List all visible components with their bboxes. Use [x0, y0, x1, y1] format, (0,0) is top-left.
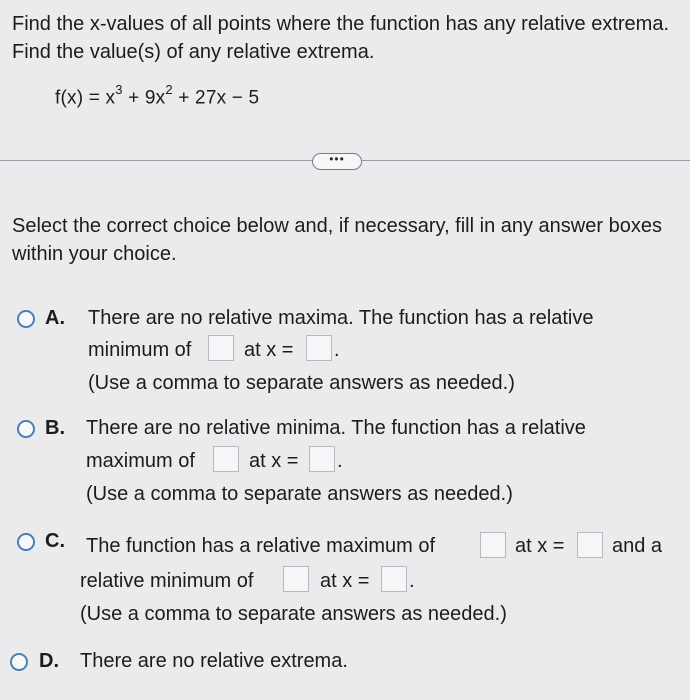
choice-c-max-value-input[interactable]: [480, 532, 506, 558]
choice-a-x-input[interactable]: [306, 335, 332, 361]
choice-b-note: (Use a comma to separate answers as needed.): [86, 483, 513, 505]
choice-b-letter: B.: [45, 417, 65, 439]
question-prompt: Find the x-values of all points where the function has any relative extrema. Find the value(s) of any relative extrema.: [12, 13, 670, 63]
choice-a-line1: There are no relative maxima. The function has a relative: [88, 307, 594, 329]
choice-c-max-x-label: at x =: [515, 535, 565, 557]
equation-lhs: f(x) = x: [55, 87, 116, 109]
choice-c-min-label: relative minimum of: [80, 570, 254, 592]
choice-a-period: .: [334, 339, 340, 361]
choice-c-min-x-input[interactable]: [381, 566, 407, 592]
choice-a-min-value-input[interactable]: [208, 335, 234, 361]
choice-a-x-label: at x =: [244, 339, 294, 361]
choice-b-radio[interactable]: [17, 420, 35, 438]
function-equation: [55, 84, 259, 109]
choice-c-and-label: and a: [612, 535, 663, 557]
choice-c-radio[interactable]: [17, 533, 35, 551]
equation-rhs: + 27x − 5: [172, 87, 260, 109]
choice-c-max-x-input[interactable]: [577, 532, 603, 558]
choice-a-radio[interactable]: [17, 310, 35, 328]
choice-d-letter: D.: [39, 650, 59, 672]
choice-c-min-value-input[interactable]: [283, 566, 309, 592]
equation-exponent-2: 2: [165, 82, 173, 97]
choice-c-min-x-label: at x =: [320, 570, 370, 592]
choice-a-min-label: minimum of: [88, 339, 192, 361]
choice-c-note: (Use a comma to separate answers as needed.): [80, 603, 507, 625]
choice-b-period: .: [337, 450, 343, 472]
choice-b-x-label: at x =: [249, 450, 299, 472]
equation-middle: + 9x: [122, 87, 166, 109]
choice-d-line1: There are no relative extrema.: [80, 650, 348, 672]
choice-b-line1: There are no relative minima. The function has a relative: [86, 417, 586, 439]
choice-b-max-value-input[interactable]: [213, 446, 239, 472]
more-button[interactable]: •••: [312, 153, 362, 170]
instruction-text: Select the correct choice below and, if necessary, fill in any answer boxes within your choice.: [12, 215, 662, 265]
choice-c-letter: C.: [45, 530, 65, 552]
choice-c-max-label: The function has a relative maximum of: [86, 535, 436, 557]
equation-exponent-3: 3: [115, 82, 123, 97]
choice-a-note: (Use a comma to separate answers as needed.): [88, 372, 515, 394]
choice-d-radio[interactable]: [10, 653, 28, 671]
choice-a-letter: A.: [45, 307, 65, 329]
choice-c-period: .: [409, 570, 415, 592]
choice-b-x-input[interactable]: [309, 446, 335, 472]
choice-b-max-label: maximum of: [86, 450, 195, 472]
